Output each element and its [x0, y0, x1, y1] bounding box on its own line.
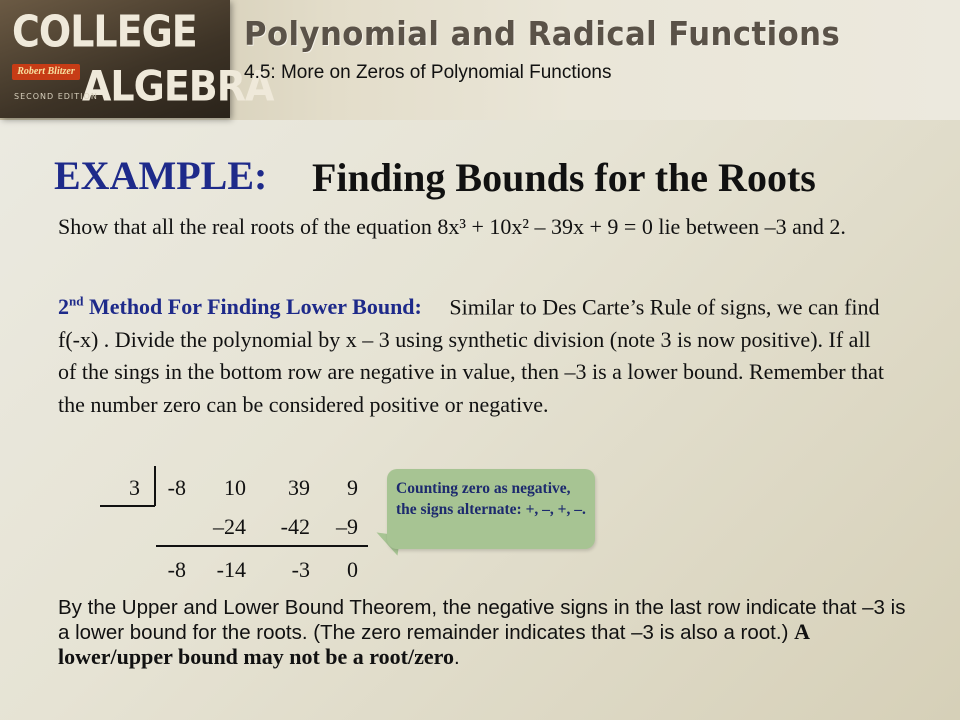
synth-coef: -8	[167, 475, 186, 500]
synth-product: –24	[213, 514, 246, 539]
example-label: EXAMPLE:	[54, 153, 268, 198]
callout-text: Counting zero as negative, the signs alternate: +, –, +, –.	[396, 480, 586, 518]
intro-text-before: Show that all the real roots of the equation	[58, 214, 438, 239]
conclusion-emphasis: A lower/upper bound may not be a root/zero	[58, 619, 809, 669]
method-ordinal: 2	[58, 294, 69, 320]
synth-result: 0	[347, 557, 358, 582]
method-body: Similar to Des Carte’s Rule of signs, we can find f(-x) . Divide the polynomial by x – 3 using synthetic division (note 3 is now positive). If all of the sings in the bottom row are negative in value, then –3 is a lower bound. Remember that the number zero can be considered positive or negative.	[58, 294, 885, 417]
conclusion-end: .	[454, 646, 460, 669]
intro-paragraph	[58, 210, 878, 243]
synth-result: -8	[167, 557, 186, 582]
method-paragraph	[58, 286, 888, 421]
example-title: Finding Bounds for the Roots	[312, 155, 816, 200]
synth-divider-result	[156, 545, 368, 547]
logo-algebra-text: ALGEBRA	[82, 62, 274, 111]
method-heading	[58, 294, 422, 319]
section-title: 4.5: More on Zeros of Polynomial Functions	[244, 62, 612, 83]
synth-coef: 10	[224, 475, 246, 500]
synth-divider-divisor	[100, 505, 155, 507]
synth-result: -14	[216, 557, 246, 582]
method-heading-text: Method For Finding Lower Bound:	[83, 294, 422, 320]
book-logo	[0, 0, 274, 118]
intro-equation: 8x³ + 10x² – 39x + 9 = 0	[437, 214, 653, 239]
synth-product: –9	[336, 514, 358, 539]
synth-result: -3	[291, 557, 310, 582]
synth-coef: 9	[347, 475, 358, 500]
intro-text-after: lie between –3 and 2.	[652, 214, 846, 239]
synth-product: -42	[280, 514, 310, 539]
conclusion-paragraph	[58, 596, 918, 670]
chapter-title: Polynomial and Radical Functions	[244, 14, 841, 53]
conclusion-text: By the Upper and Lower Bound Theorem, the negative signs in the last row indicate that –3 is a lower bound for the roots. (The zero remainder indicates that –3 is also a root.)	[58, 596, 906, 644]
synth-divisor: 3	[129, 475, 140, 500]
logo-college-text: COLLEGE	[12, 6, 197, 57]
method-ordinal-suffix: nd	[69, 294, 84, 309]
synth-coef: 39	[288, 475, 310, 500]
logo-edition: SECOND EDITION	[14, 92, 98, 101]
logo-author: Robert Blitzer	[12, 64, 80, 80]
synth-divider-vertical	[154, 466, 156, 506]
